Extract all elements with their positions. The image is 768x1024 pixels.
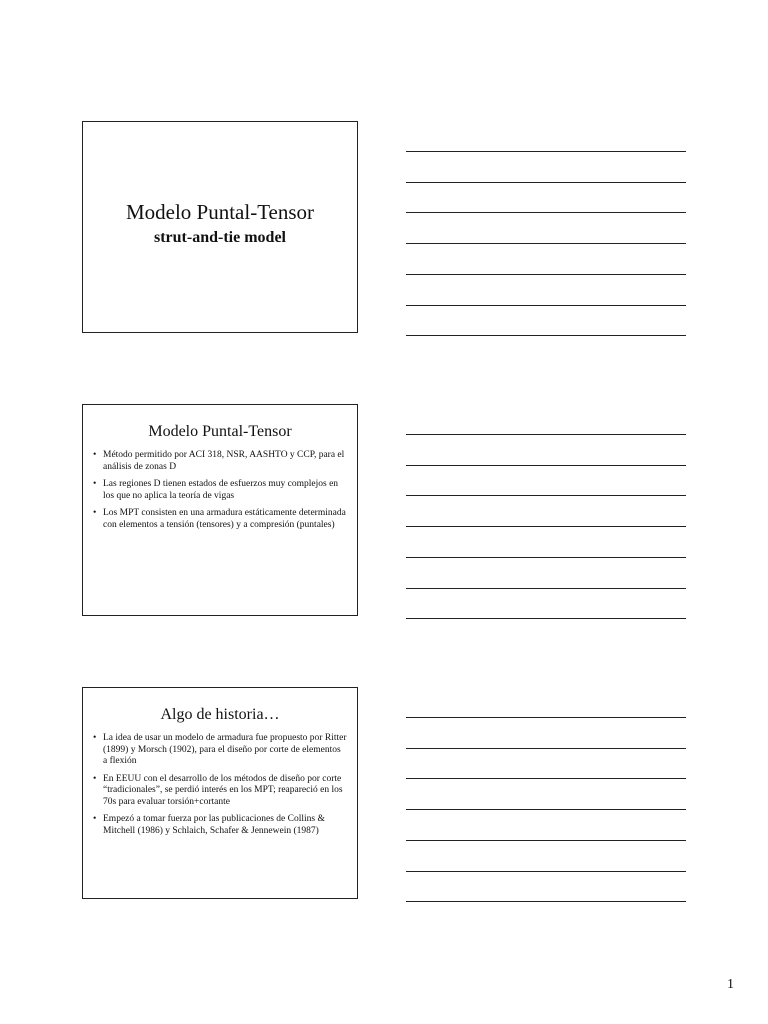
- bullet-text: Método permitido por ACI 318, NSR, AASHTO y CCP, para el análisis de zonas D: [103, 450, 345, 472]
- bullet-item: [93, 479, 347, 502]
- slide-2: [82, 404, 358, 616]
- note-line: [406, 618, 686, 619]
- note-line: [406, 182, 686, 183]
- note-line: [406, 778, 686, 779]
- note-line: [406, 495, 686, 496]
- note-line: [406, 557, 686, 558]
- bullet-text: Los MPT consisten en una armadura estáticamente determinada con elementos a tensión (tensores) y a compresión (puntales): [103, 508, 346, 530]
- slide-1: [82, 121, 358, 333]
- bullet-item: [93, 450, 347, 473]
- bullet-icon: •: [93, 479, 97, 489]
- slide-3: [82, 687, 358, 899]
- bullet-item: [93, 508, 347, 531]
- bullet-text: En EEUU con el desarrollo de los métodos de diseño por corte “tradicionales”, se perdió interés en los MPT; reapareció en los 70s para evaluar torsión+cortante: [103, 773, 343, 807]
- note-line: [406, 717, 686, 718]
- bullet-text: La idea de usar un modelo de armadura fue propuesto por Ritter (1899) y Morsch (1902), para el diseño por corte de elementos a flexión: [103, 733, 347, 766]
- slide-heading: Modelo Puntal-Tensor: [148, 423, 292, 440]
- bullet-icon: •: [93, 733, 97, 743]
- note-line: [406, 588, 686, 589]
- note-line: [406, 274, 686, 275]
- bullet-icon: •: [93, 814, 97, 824]
- note-line: [406, 840, 686, 841]
- bullet-icon: •: [93, 773, 97, 784]
- page-number: 1: [727, 977, 734, 992]
- note-line: [406, 151, 686, 152]
- slide-subtitle: strut-and-tie model: [154, 229, 286, 246]
- bullet-item: [93, 774, 347, 809]
- slide-heading: Algo de historia…: [160, 706, 280, 723]
- slide-title: Modelo Puntal-Tensor: [125, 200, 315, 224]
- note-line: [406, 434, 686, 435]
- note-line: [406, 748, 686, 749]
- note-line: [406, 243, 686, 244]
- note-line: [406, 901, 686, 902]
- bullet-text: Las regiones D tienen estados de esfuerzos muy complejos en los que no aplica la teoría de vigas: [103, 479, 339, 501]
- note-line: [406, 465, 686, 466]
- bullet-icon: •: [93, 508, 97, 518]
- bullet-list: [83, 450, 357, 531]
- note-line: [406, 212, 686, 213]
- bullet-icon: •: [93, 450, 97, 460]
- note-line: [406, 335, 686, 336]
- bullet-item: [93, 733, 347, 768]
- bullet-text: Empezó a tomar fuerza por las publicaciones de Collins & Mitchell (1986) y Schlaich, Schafer & Jennewein (1987): [103, 814, 325, 836]
- note-line: [406, 871, 686, 872]
- bullet-list: [83, 733, 357, 837]
- note-line: [406, 305, 686, 306]
- bullet-item: [93, 814, 347, 837]
- note-line: [406, 809, 686, 810]
- note-line: [406, 526, 686, 527]
